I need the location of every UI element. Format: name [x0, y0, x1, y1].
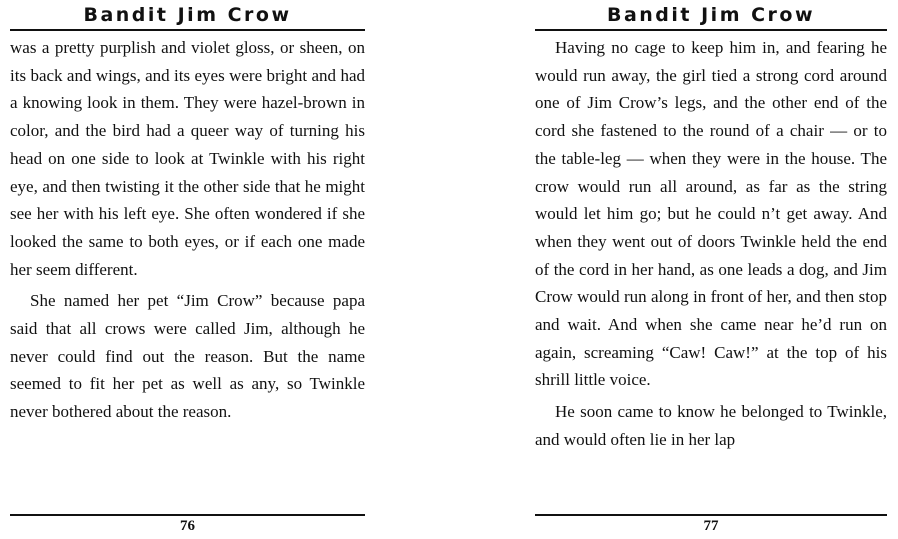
right-paragraph-2: He soon came to know he belonged to Twinkle, and would often lie in her lap [535, 402, 887, 449]
left-page-body [10, 34, 365, 426]
left-page [10, 0, 365, 539]
left-footer-rule [10, 514, 365, 516]
left-page-running-header: Bandit Jim Crow [83, 4, 292, 26]
right-page-running-header: Bandit Jim Crow [606, 4, 816, 26]
right-page-body [535, 34, 887, 454]
left-page-number: 76 [180, 518, 195, 534]
right-header-rule [535, 29, 887, 31]
right-page [535, 0, 887, 539]
left-paragraph-2: She named her pet “Jim Crow” because papa said that all crows were called Jim, although he never could find out the reason. But the name seemed to fit her pet as well as any, so Twinkle never bothered about the reason. [10, 291, 365, 422]
right-paragraph-1: Having no cage to keep him in, and fearing he would run away, the girl tied a strong cord around one of Jim Crow’s legs, and the other end of the cord she fastened to the round of a chair — or to the table-leg — when they were in the house. The crow would run all around, as far as the string would let him go; but he could n’t get away. And when they went out of doors Twinkle held the end of the cord in her hand, as one leads a dog, and Jim Crow would run along in front of her, and then stop and wait. And when she came near he’d run on again, screaming “Caw! Caw!” at the top of his shrill little voice. [535, 38, 887, 390]
right-footer-rule [535, 514, 887, 516]
left-paragraph-1: was a pretty purplish and violet gloss, or sheen, on its back and wings, and its eyes were bright and had a knowing look in them. They were hazel-brown in color, and the bird had a queer way of turning his head on one side to look at Twinkle with his right eye, and then twisting it the other side that he might see her with his left eye. She often wondered if she looked the same to both eyes, or if each one made her seem different. [10, 38, 365, 279]
left-header-rule [10, 29, 365, 31]
right-page-number: 77 [703, 518, 719, 534]
